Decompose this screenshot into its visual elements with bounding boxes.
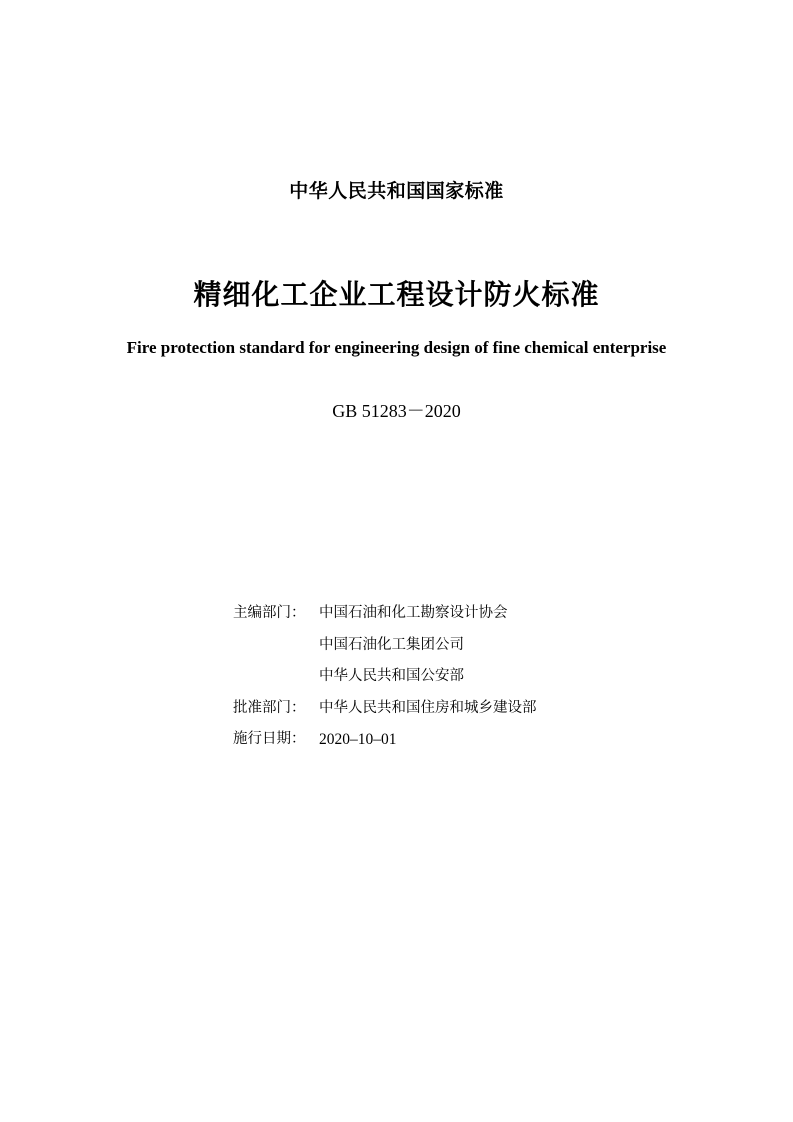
approval-row <box>233 693 537 725</box>
effective-date-row <box>233 724 537 756</box>
document-title-english: Fire protection standard for engineering design of fine chemical enterprise <box>126 338 667 357</box>
info-label-spacer <box>233 630 319 662</box>
chief-editors-row <box>233 598 537 630</box>
standard-code: GB 51283－2020 <box>332 401 461 421</box>
document-title-chinese: 精细化工企业工程设计防火标准 <box>193 278 600 311</box>
chief-editors-row <box>233 661 537 693</box>
national-standard-heading: 中华人民共和国国家标准 <box>289 180 504 202</box>
chief-editor: 中华人民共和国公安部 <box>319 668 464 684</box>
chief-editor: 中国石油和化工勘察设计协会 <box>319 605 508 621</box>
info-label-spacer <box>233 661 319 693</box>
effective-date-label: 施行日期： <box>233 731 306 747</box>
publication-info <box>233 598 537 756</box>
chief-editors-label: 主编部门： <box>233 605 306 621</box>
chief-editors-row <box>233 630 537 662</box>
approval-department: 中华人民共和国住房和城乡建设部 <box>319 699 537 716</box>
effective-date: 2020–10–01 <box>319 731 397 748</box>
approval-label: 批准部门： <box>233 699 306 716</box>
chief-editor: 中国石油化工集团公司 <box>319 636 464 653</box>
